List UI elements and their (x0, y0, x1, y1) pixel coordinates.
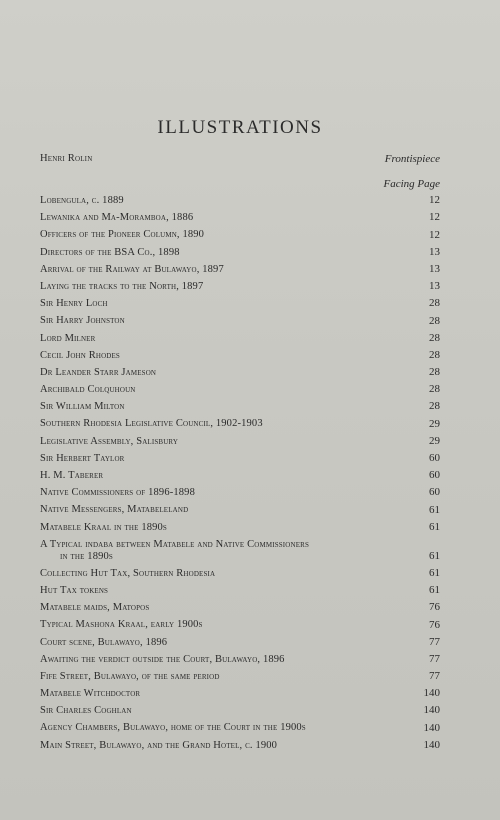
illustration-caption: H. M. Taberer (40, 470, 104, 481)
list-item (40, 194, 440, 211)
illustration-caption: Native Messengers, Matabeleland (40, 504, 189, 516)
page-number: 77 (429, 652, 440, 665)
list-item (40, 366, 440, 383)
illustration-caption: Typical Mashona Kraal, early 1900s (40, 619, 203, 631)
page-number: 29 (429, 417, 440, 430)
page-number: 61 (429, 566, 440, 579)
page-number: 60 (429, 452, 440, 464)
frontispiece-label: Frontispiece (384, 153, 440, 165)
illustration-caption: Directors of the BSA Co., 1898 (40, 246, 180, 258)
illustration-caption: Sir Charles Coghlan (40, 705, 132, 717)
page-number: 28 (429, 331, 440, 344)
illustration-caption: Agency Chambers, Bulawayo, home of the Court in the 1900s (40, 722, 306, 734)
page-number: 61 (429, 549, 440, 562)
page-number: 13 (429, 245, 440, 258)
page-number: 61 (429, 520, 440, 533)
illustration-caption: Sir William Milton (40, 401, 125, 413)
illustration-caption-continuation: in the 1890s (60, 550, 113, 562)
illustration-caption: Main Street, Bulawayo, and the Grand Hotel, c. 1900 (40, 739, 278, 751)
list-item (40, 400, 440, 417)
list-item (40, 721, 440, 738)
page-number: 140 (423, 721, 440, 734)
illustration-caption: Matabele maids, Matopos (40, 602, 150, 614)
frontispiece-row (40, 153, 440, 169)
page-number: 76 (429, 601, 440, 614)
page-number: 13 (429, 262, 440, 275)
illustration-caption: Sir Henry Loch (40, 298, 108, 310)
list-item (40, 211, 440, 228)
list-item (40, 687, 440, 704)
page-number: 61 (429, 584, 440, 597)
list-item (40, 314, 440, 331)
illustration-caption: Arrival of the Railway at Bulawayo, 1897 (40, 263, 224, 275)
page-number: 12 (429, 194, 440, 207)
page-title: ILLUSTRATIONS (157, 117, 323, 138)
illustration-caption: Collecting Hut Tax, Southern Rhodesia (40, 567, 216, 579)
illustration-caption: Sir Herbert Taylor (40, 452, 125, 464)
illustrations-list (40, 194, 440, 756)
illustration-caption: Archibald Colquhoun (40, 384, 136, 396)
illustration-caption: Dr Leander Starr Jameson (40, 366, 157, 378)
illustration-caption: Lewanika and Ma-Moramboa, 1886 (40, 212, 194, 224)
page-number: 140 (423, 704, 440, 717)
illustration-caption: Lord Milner (40, 332, 96, 344)
list-item (40, 704, 440, 721)
page-number: 28 (429, 366, 440, 379)
page-number: 77 (429, 670, 440, 683)
illustration-caption: Officers of the Pioneer Column, 1890 (40, 229, 205, 241)
list-item (40, 567, 440, 584)
page-number: 76 (429, 618, 440, 631)
illustration-caption: Legislative Assembly, Salisbury (40, 435, 179, 447)
list-item (40, 452, 440, 469)
list-item (40, 417, 440, 434)
list-item (40, 601, 440, 618)
list-item (40, 503, 440, 520)
list-item (40, 297, 440, 314)
page-number: 61 (429, 503, 440, 516)
illustration-caption: Laying the tracks to the North, 1897 (40, 280, 204, 292)
illustration-caption: Cecil John Rhodes (40, 349, 120, 361)
page-number: 12 (429, 228, 440, 241)
list-item (40, 486, 440, 503)
list-item (40, 280, 440, 297)
illustration-caption: Native Commissioners of 1896-1898 (40, 487, 195, 499)
list-item (40, 538, 440, 567)
page-number: 28 (429, 400, 440, 413)
list-item (40, 584, 440, 601)
page-number: 13 (429, 280, 440, 293)
page-number: 28 (429, 297, 440, 310)
list-item (40, 383, 440, 400)
page-number: 60 (429, 469, 440, 482)
page-number: 12 (429, 211, 440, 224)
illustration-caption: Sir Harry Johnston (40, 315, 125, 327)
list-item (40, 228, 440, 245)
page-number: 29 (429, 434, 440, 447)
page-number: 60 (429, 486, 440, 499)
list-item (40, 618, 440, 635)
page-number: 28 (429, 314, 440, 327)
list-item (40, 521, 440, 538)
list-item (40, 263, 440, 280)
list-item (40, 739, 440, 756)
illustration-caption: Court scene, Bulawayo, 1896 (40, 636, 168, 648)
illustration-caption: Southern Rhodesia Legislative Council, 1902-1903 (40, 418, 263, 430)
page-number: 140 (423, 738, 440, 751)
list-item (40, 469, 440, 486)
list-item (40, 349, 440, 366)
list-item (40, 653, 440, 670)
list-item (40, 435, 440, 452)
illustration-caption: Matabele Witchdoctor (40, 688, 141, 700)
page-number: 77 (429, 635, 440, 648)
illustration-caption: Matabele Kraal in the 1890s (40, 521, 167, 533)
illustration-caption: Fife Street, Bulawayo, of the same period (40, 670, 220, 682)
list-item (40, 670, 440, 687)
page-number: 28 (429, 348, 440, 361)
page-number: 28 (429, 383, 440, 396)
page-number: 140 (423, 687, 440, 700)
list-item (40, 636, 440, 653)
list-item (40, 332, 440, 349)
illustration-caption: Lobengula, c. 1889 (40, 195, 124, 206)
list-item (40, 246, 440, 263)
illustration-caption: Awaiting the verdict outside the Court, Bulawayo, 1896 (40, 653, 285, 665)
frontispiece-caption: Henri Rolin (40, 153, 93, 164)
illustration-caption: Hut Tax tokens (40, 584, 109, 596)
illustration-caption: A Typical indaba between Matabele and Native Commissioners (40, 538, 309, 550)
facing-page-header: Facing Page (383, 178, 440, 190)
